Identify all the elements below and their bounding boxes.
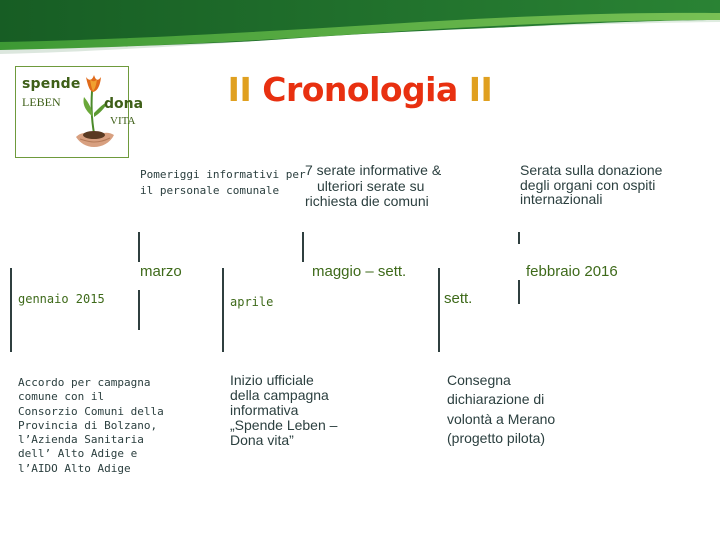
marker-aprile [222,268,224,352]
note-inizio [230,373,337,448]
title-text: Cronologia [262,70,458,109]
label-febbraio: febbraio 2016 [526,263,618,280]
header-banner [0,0,720,58]
note-consegna [447,371,555,448]
marker-maggio [302,232,304,262]
note-inizio-line: Dona vita” [230,431,294,448]
note-accordo-line: Consorzio Comuni della [18,404,164,418]
note-consegna-line: (progetto pilota) [447,429,546,446]
note-serata-line: degli organi con ospiti [520,176,656,193]
label-sett: sett. [444,290,473,307]
note-serata-line: internazionali [520,191,603,208]
note-pomeriggi-line: Pomeriggi informativi per [140,168,306,181]
note-pomeriggi [140,167,306,199]
note-accordo-line: Provincia di Bolzano, [18,418,158,432]
marker-marzo [138,232,140,262]
logo-text-leben: LEBEN [22,95,61,109]
note-inizio-line: Inizio ufficiale [230,372,314,388]
label-marzo: marzo [140,263,182,280]
marker-marzo-lower [138,290,140,330]
note-consegna-line: dichiarazione di [447,391,545,408]
note-serata-donazione [520,163,662,207]
note-accordo-line: l’Azienda Sanitaria [18,433,144,447]
note-serate-line: richiesta die comuni [305,193,429,210]
note-accordo-line: comune con il [18,390,105,404]
note-inizio-line: della campagna [230,386,329,403]
note-inizio-line: „Spende Leben – [230,416,338,433]
marker-gennaio [10,268,12,352]
marker-sett [438,268,440,352]
note-accordo-line: l’AIDO Alto Adige [18,461,131,475]
note-serata-line: Serata sulla donazione [520,162,663,178]
note-pomeriggi-line: il personale comunale [140,183,280,197]
note-consegna-line: Consegna [447,372,511,388]
note-accordo [18,376,164,476]
title-right-mark: II [468,70,493,109]
title-left-mark: II [227,70,252,109]
logo-text-vita: VITA [110,115,136,127]
logo-text-spende: spende [22,76,81,92]
note-consegna-line: volontà a Merano [447,410,556,427]
label-maggio: maggio – sett. [312,263,407,280]
note-serate-line: 7 serate informative & [305,162,442,178]
note-inizio-line: informativa [230,401,299,418]
logo-text-dona: dona [104,96,144,112]
note-serate-line: ulteriori serate su [317,177,425,194]
page-title [0,70,720,109]
note-accordo-line: dell’ Alto Adige e [18,447,138,461]
label-aprile: aprile [230,295,274,309]
label-gennaio: gennaio 2015 [18,292,105,306]
marker-febbraio-top [518,232,520,244]
note-serate [305,163,441,210]
marker-febbraio-bottom [518,280,520,304]
note-accordo-line: Accordo per campagna [18,376,151,389]
